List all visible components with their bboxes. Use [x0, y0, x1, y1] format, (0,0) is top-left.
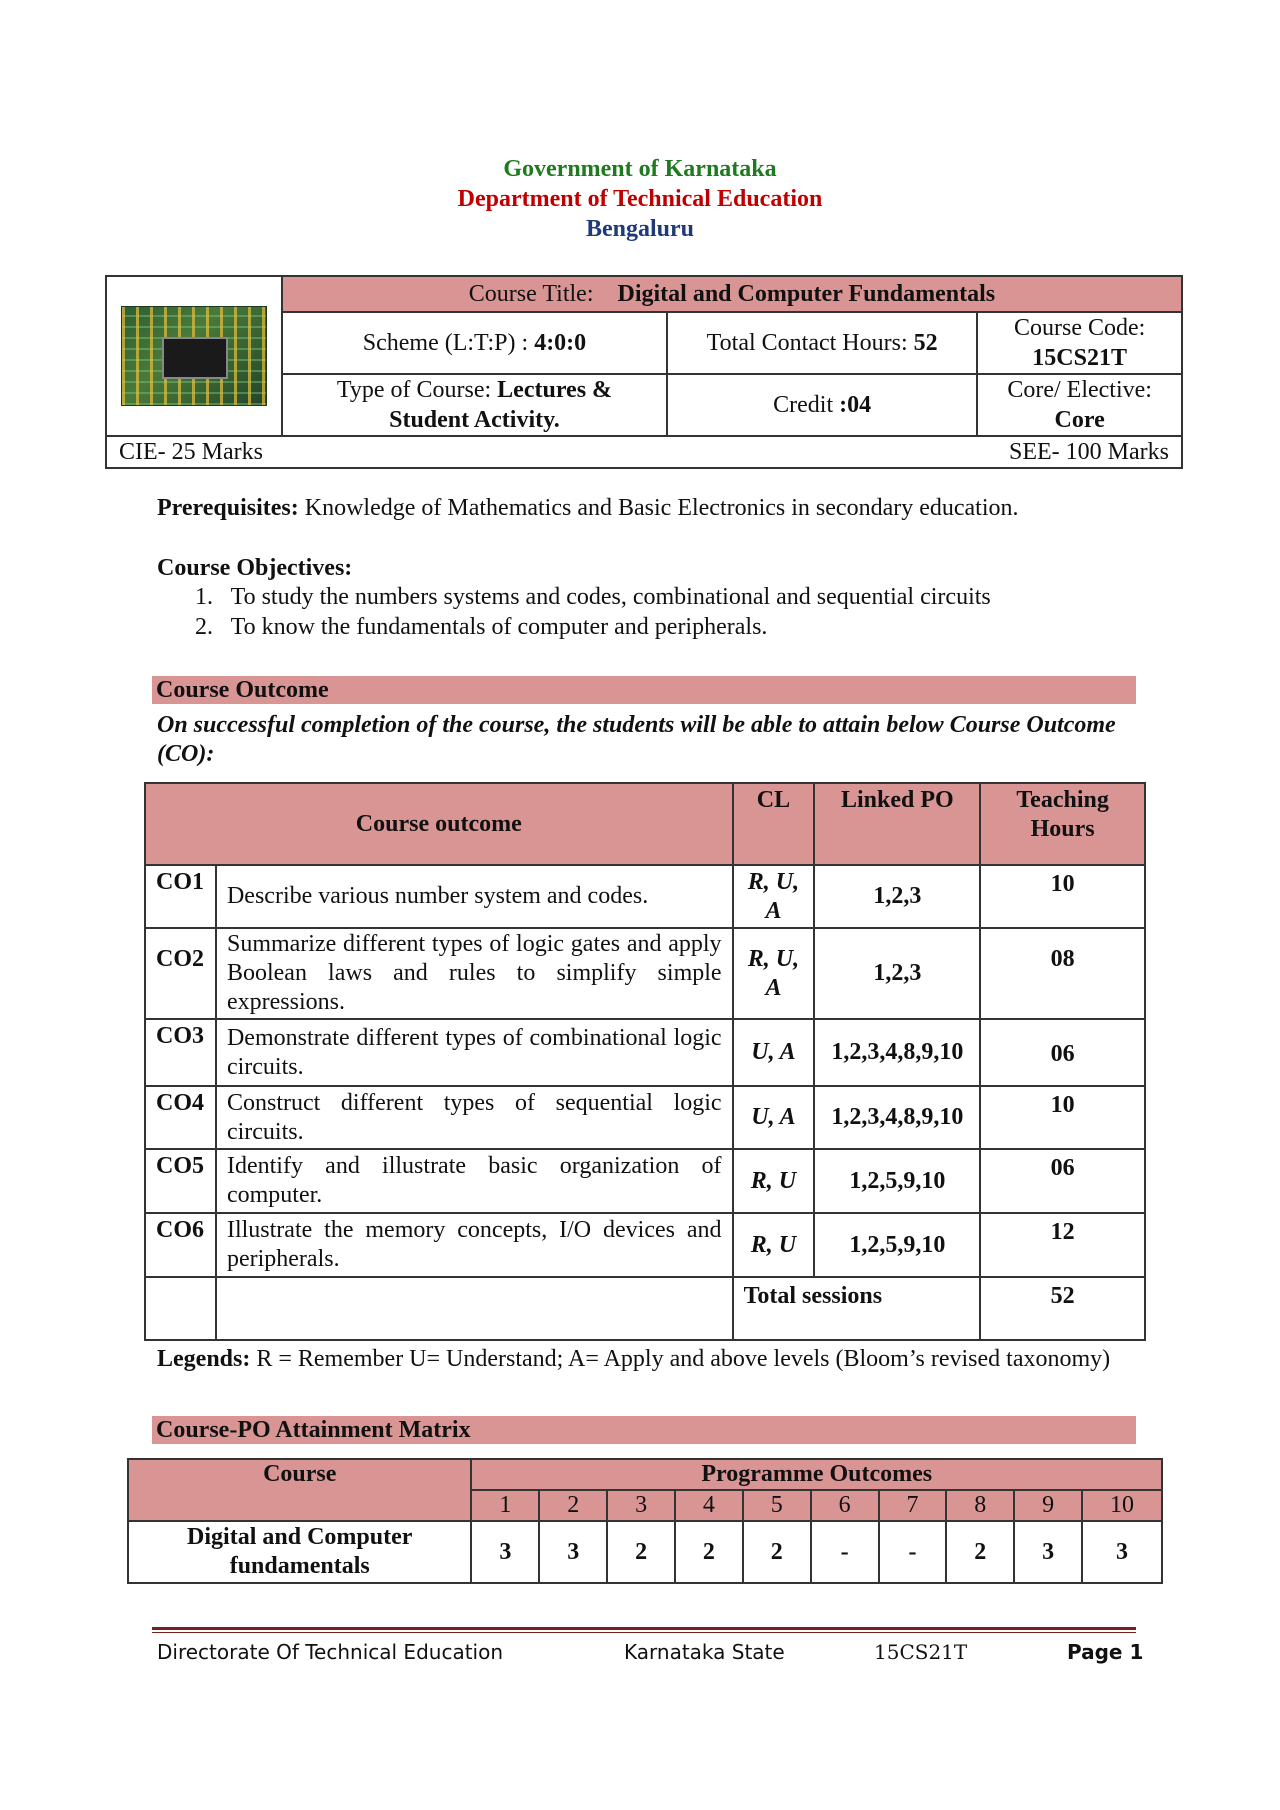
po-number-9: 9 [1014, 1490, 1082, 1521]
header-teaching-hours-line1: Teaching [1016, 787, 1109, 813]
core-elective-label: Core/ Elective: [1007, 377, 1152, 403]
credit-label: Credit [773, 392, 834, 418]
co-hours: 08 [980, 928, 1145, 1019]
co-description: Illustrate the memory concepts, I/O devices and peripherals. [216, 1213, 733, 1277]
objective-number: 2. [195, 614, 213, 640]
footer-directorate: Directorate Of Technical Education [157, 1640, 504, 1664]
header-department: Department of Technical Education [457, 186, 823, 212]
co-id: CO1 [145, 865, 216, 928]
po-value-4: 2 [675, 1521, 743, 1583]
scheme-label: Scheme (L:T:P) : [362, 330, 529, 356]
co-cl-line2: A [765, 897, 782, 924]
po-value-5: 2 [743, 1521, 811, 1583]
course-type-cell [282, 374, 667, 436]
co-description: Describe various number system and codes. [216, 865, 733, 928]
contact-hours-label: Total Contact Hours: [706, 330, 908, 356]
co-description: Construct different types of sequential logic circuits. [216, 1086, 733, 1149]
po-value-row [128, 1521, 1162, 1583]
prerequisites [157, 493, 1157, 523]
co-cl [733, 865, 815, 928]
attainment-matrix-bar: Course-PO Attainment Matrix [152, 1416, 1136, 1444]
footer-page-number: Page 1 [1067, 1640, 1144, 1664]
course-title-value: Digital and Computer Fundamentals [617, 281, 996, 307]
see-marks: SEE- 100 Marks [1009, 439, 1169, 465]
po-number-3: 3 [607, 1490, 675, 1521]
co-cl-line1: R, U [750, 1231, 797, 1258]
course-code-value: 15CS21T [1032, 345, 1127, 371]
objectives-title: Course Objectives: [157, 555, 353, 581]
co-id: CO5 [145, 1149, 216, 1213]
co-cl [733, 1213, 815, 1277]
course-outcome-table [144, 782, 1146, 1341]
co-cl-line1: R, U, [747, 868, 800, 895]
po-number-8: 8 [946, 1490, 1014, 1521]
co-hours: 06 [980, 1149, 1145, 1213]
footer-state: Karnataka State [624, 1640, 785, 1664]
co-linked-po: 1,2,5,9,10 [814, 1149, 980, 1213]
course-outcome-bar: Course Outcome [152, 676, 1136, 704]
outcome-intro: On successful completion of the course, the students will be able to attain below Course Outcome (CO): [157, 712, 1116, 767]
co-hours: 12 [980, 1213, 1145, 1277]
co-linked-po: 1,2,3 [814, 928, 980, 1019]
po-number-5: 5 [743, 1490, 811, 1521]
legend-text: R = Remember U= Understand; A= Apply and above levels (Bloom’s revised taxonomy) [256, 1346, 1111, 1372]
total-sessions-value: 52 [980, 1277, 1145, 1340]
co-cl-line1: R, U [750, 1167, 797, 1194]
course-type-value-2: Student Activity. [389, 407, 560, 433]
course-info-table [105, 275, 1183, 469]
co-linked-po: 1,2,3,4,8,9,10 [814, 1086, 980, 1149]
co-linked-po: 1,2,3 [814, 865, 980, 928]
contact-hours-value: 52 [913, 330, 938, 356]
co-id: CO2 [145, 928, 216, 1019]
core-elective-value: Core [1054, 407, 1105, 433]
po-number-10: 10 [1082, 1490, 1162, 1521]
course-image-cell [106, 276, 282, 436]
po-number-4: 4 [675, 1490, 743, 1521]
footer-code: 15CS21T [874, 1640, 968, 1664]
co-hours: 10 [980, 865, 1145, 928]
po-number-6: 6 [811, 1490, 879, 1521]
legend-label: Legends: [157, 1346, 251, 1372]
co-cl-line1: R, U, [747, 945, 800, 972]
marks-row [106, 436, 1182, 468]
co-description: Demonstrate different types of combinational logic circuits. [216, 1019, 733, 1086]
objective-text: To study the numbers systems and codes, combinational and sequential circuits [230, 584, 991, 610]
circuit-board-image [121, 306, 267, 406]
header-course: Course [128, 1459, 471, 1521]
course-type-label: Type of Course: [336, 377, 492, 403]
scheme-value: 4:0:0 [534, 330, 587, 356]
prerequisites-text: Knowledge of Mathematics and Basic Electronics in secondary education. [304, 495, 1019, 521]
co-cl-line1: U, A [751, 1039, 796, 1065]
co-hours: 10 [980, 1086, 1145, 1149]
co-cl [733, 928, 815, 1019]
po-value-9: 3 [1014, 1521, 1082, 1583]
credit-cell [667, 374, 977, 436]
course-title-cell [282, 276, 1182, 312]
header-cl: CL [733, 783, 815, 865]
header-city: Bengaluru [585, 216, 695, 242]
table-row [145, 928, 1145, 1019]
total-sessions-label: Total sessions [733, 1277, 981, 1340]
co-hours: 06 [980, 1019, 1145, 1086]
prerequisites-label: Prerequisites: [157, 495, 299, 521]
header-course-outcome: Course outcome [145, 783, 733, 865]
table-row [145, 1149, 1145, 1213]
objective-item [195, 612, 1095, 642]
matrix-course-name [128, 1521, 471, 1583]
po-value-1: 3 [471, 1521, 539, 1583]
total-empty-cell [145, 1277, 216, 1340]
co-id: CO6 [145, 1213, 216, 1277]
scheme-cell [282, 312, 667, 374]
po-value-6: - [811, 1521, 879, 1583]
objective-text: To know the fundamentals of computer and peripherals. [230, 614, 768, 640]
core-elective-cell [977, 374, 1182, 436]
co-linked-po: 1,2,3,4,8,9,10 [814, 1019, 980, 1086]
total-row [145, 1277, 1145, 1340]
po-value-10: 3 [1082, 1521, 1162, 1583]
matrix-course-name-line1: Digital and Computer [187, 1524, 413, 1550]
co-linked-po: 1,2,5,9,10 [814, 1213, 980, 1277]
table-row [145, 1019, 1145, 1086]
po-value-2: 3 [539, 1521, 607, 1583]
header-teaching-hours [980, 783, 1145, 865]
co-cl-line1: U, A [751, 1104, 796, 1130]
co-id: CO3 [145, 1019, 216, 1086]
co-cl [733, 1149, 815, 1213]
co-cl [733, 1086, 815, 1149]
po-value-7: - [879, 1521, 947, 1583]
total-empty-cell [216, 1277, 733, 1340]
header-teaching-hours-line2: Hours [1030, 816, 1095, 842]
co-cl-line2: A [765, 974, 782, 1001]
po-value-3: 2 [607, 1521, 675, 1583]
credit-value: :04 [839, 392, 872, 418]
cie-marks: CIE- 25 Marks [119, 439, 263, 465]
table-row [145, 865, 1145, 928]
header-government: Government of Karnataka [503, 156, 777, 182]
objective-number: 1. [195, 584, 213, 610]
legend [157, 1344, 1135, 1374]
contact-hours-cell [667, 312, 977, 374]
objectives-list [195, 582, 1095, 642]
po-attainment-matrix [127, 1458, 1163, 1584]
header-programme-outcomes: Programme Outcomes [471, 1459, 1162, 1490]
table-row [145, 1086, 1145, 1149]
co-cl [733, 1019, 815, 1086]
course-code-cell [977, 312, 1182, 374]
po-number-7: 7 [879, 1490, 947, 1521]
matrix-course-name-line2: fundamentals [229, 1553, 370, 1579]
po-number-1: 1 [471, 1490, 539, 1521]
course-title-label: Course Title: [468, 281, 594, 307]
objective-item [195, 582, 1095, 612]
co-description: Summarize different types of logic gates and apply Boolean laws and rules to simplify simple expressions. [216, 928, 733, 1019]
course-code-label: Course Code: [1013, 315, 1146, 341]
footer-rule [152, 1627, 1136, 1633]
course-type-value-1: Lectures & [497, 377, 613, 403]
po-number-2: 2 [539, 1490, 607, 1521]
po-value-8: 2 [946, 1521, 1014, 1583]
header-linked-po: Linked PO [814, 783, 980, 865]
co-id: CO4 [145, 1086, 216, 1149]
table-row [145, 1213, 1145, 1277]
co-description: Identify and illustrate basic organization of computer. [216, 1149, 733, 1213]
